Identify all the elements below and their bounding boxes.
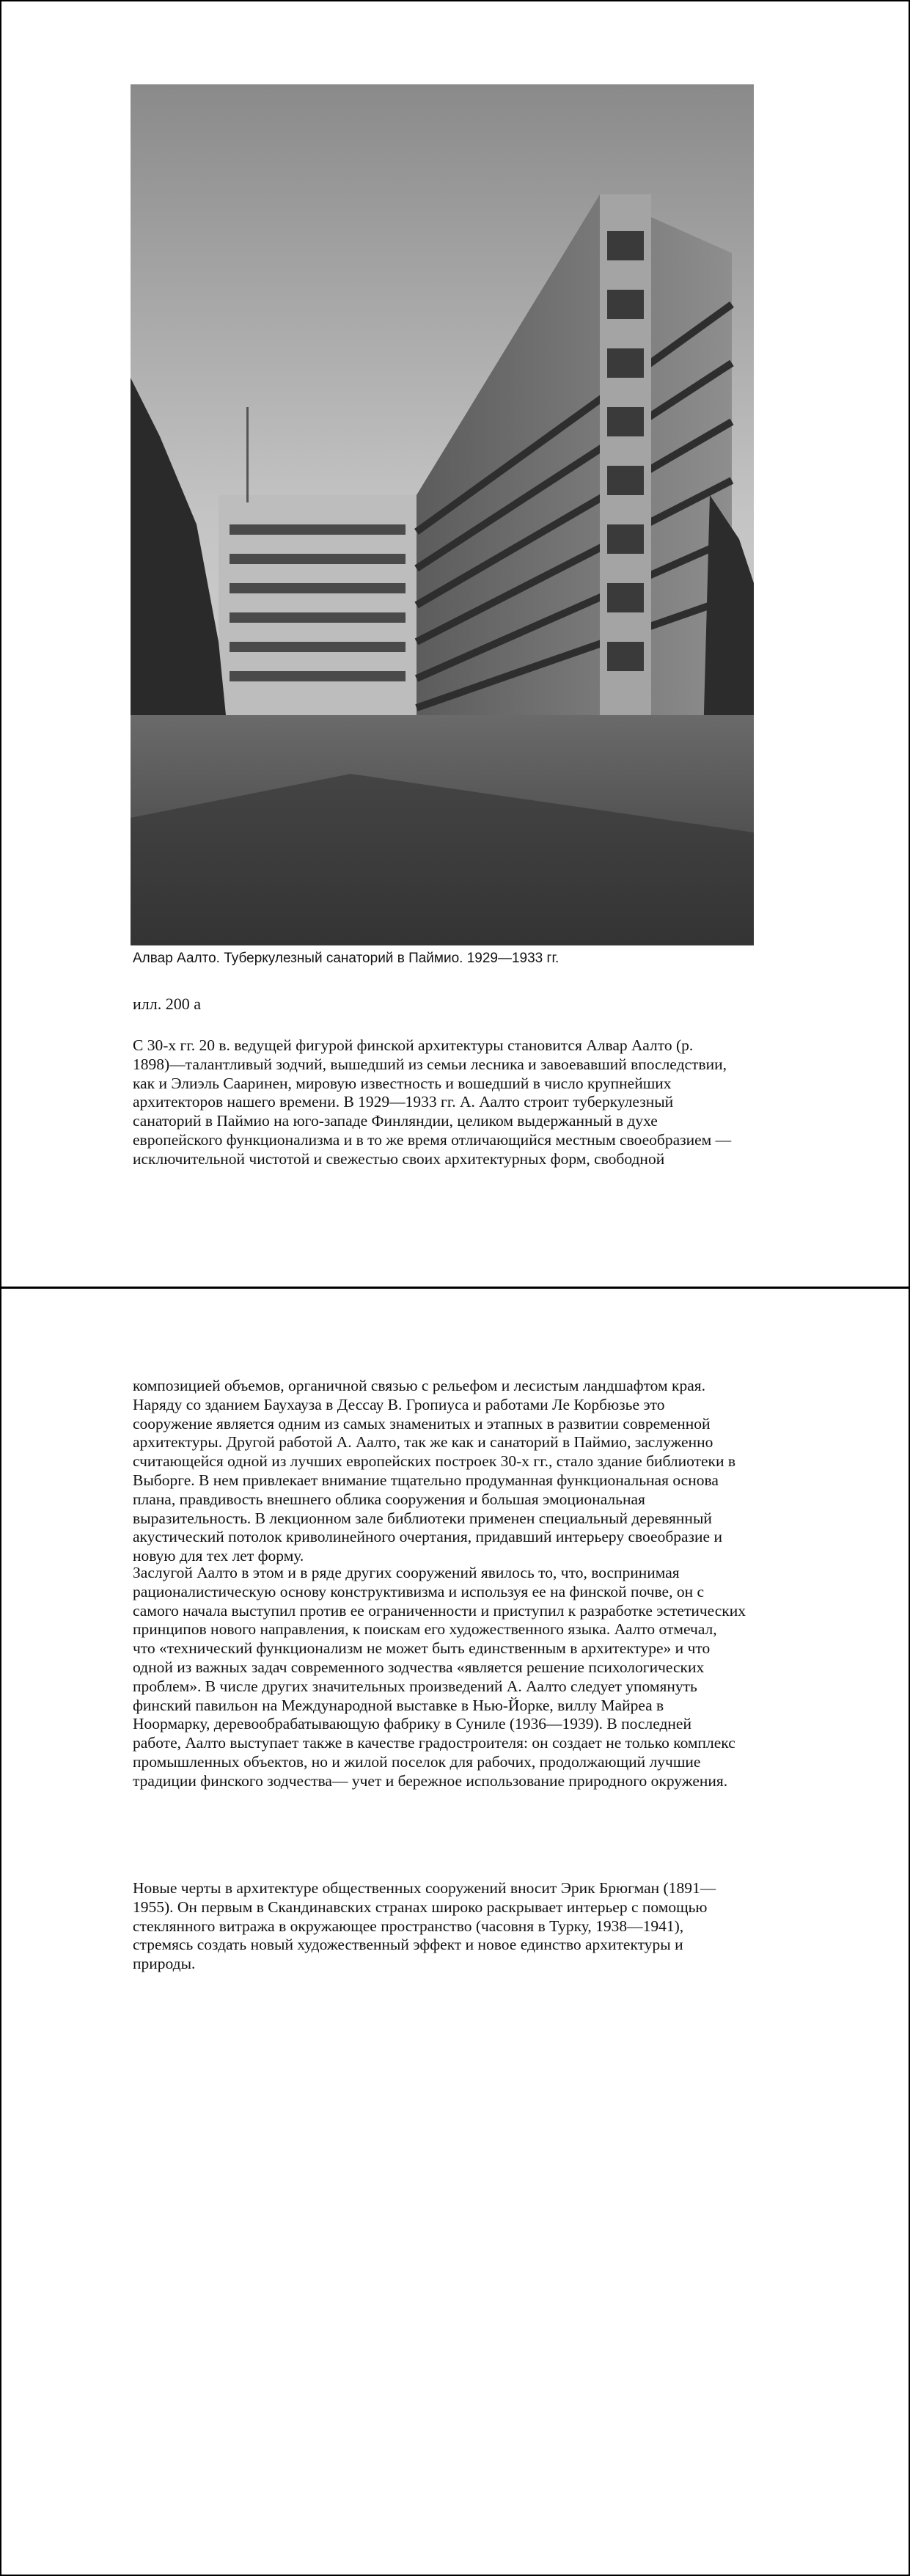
illustration-label: илл. 200 а	[133, 995, 201, 1013]
paragraph: Новые черты в архитектуре общественных сооружений вносит Эрик Брюгман (1891— 1955). Он первым в Скандинавских странах широко раскрывает интерьер с помощью стеклянного витража в окружающее пространство (часовня в Турку, 1938—1941), стремясь создать новый художественный эффект и новое единство архитектуры и природы.	[133, 1879, 716, 1973]
paragraph: С 30-х гг. 20 в. ведущей фигурой финской архитектуры становится Алвар Аалто (р. 1898)—талантливый зодчий, вышедший из семьи лесника и завоевавший впоследствии, как и Элиэль Сааринен, мировую известность и вошедший в число крупнейших архитекторов нашего времени. В 1929—1933 гг. А. Аалто строит туберкулезный санаторий в Паймио на юго-западе Финляндии, целиком выдержанный в духе европейского функционализма и в то же время отличающийся местным своеобразием — исключительной чистотой и свежестью своих архитектурных форм, свободной	[133, 1036, 732, 1168]
page-1	[0, 0, 910, 1287]
paragraph: композицией объемов, органичной связью с рельефом и лесистым ландшафтом края. Наряду со зданием Баухауза в Дессау В. Гропиуса и работами Ле Корбюзье это сооружение является одним из самых знаменитых и этапных в развитии современной архитектуры. Другой работой А. Аалто, так же как и санаторий в Паймио, заслуженно считающейся одной из лучших европейских построек 30-х гг., стало здание библиотеки в Выборге. В нем привлекает внимание тщательно продуманная функциональная основа плана, правдивость внешнего облика сооружения и большая эмоциональная выразительность. В лекционном зале библиотеки применен специальный деревянный акустический потолок криволинейного очертания, придавший интерьеру своеобразие и новую для тех лет форму.	[133, 1377, 736, 1565]
paragraph: Заслугой Аалто в этом и в ряде других сооружений явилось то, что, воспринимая рационалистическую основу конструктивизма и используя ее на финской почве, он с самого начала выступил против ее ограниченности и приступил к разработке эстетических принципов нового направления, к поискам его художественного языка. Аалто отмечал, что «технический функционализм не может быть единственным в архитектуре» и что одной из важных задач современного зодчества «является решение психологических проблем». В числе других значительных произведений А. Аалто следует упомянуть финский павильон на Международной выставке в Нью-Йорке, виллу Майреа в Ноормарку, деревообрабатывающую фабрику в Суниле (1936—1939). В последней работе, Аалто выступает также в качестве градостроителя: он создает не только комплекс промышленных объектов, но и жилой поселок для рабочих, продолжающий лучшие традиции финского зодчества— учет и бережное использование природного окружения.	[133, 1564, 746, 1790]
photo-caption: Алвар Аалто. Туберкулезный санаторий в Паймио. 1929—1933 гг.	[133, 951, 559, 966]
sanatorium-photo-image	[131, 84, 754, 945]
page-2	[0, 1289, 910, 2576]
sanatorium-photo	[131, 84, 754, 945]
